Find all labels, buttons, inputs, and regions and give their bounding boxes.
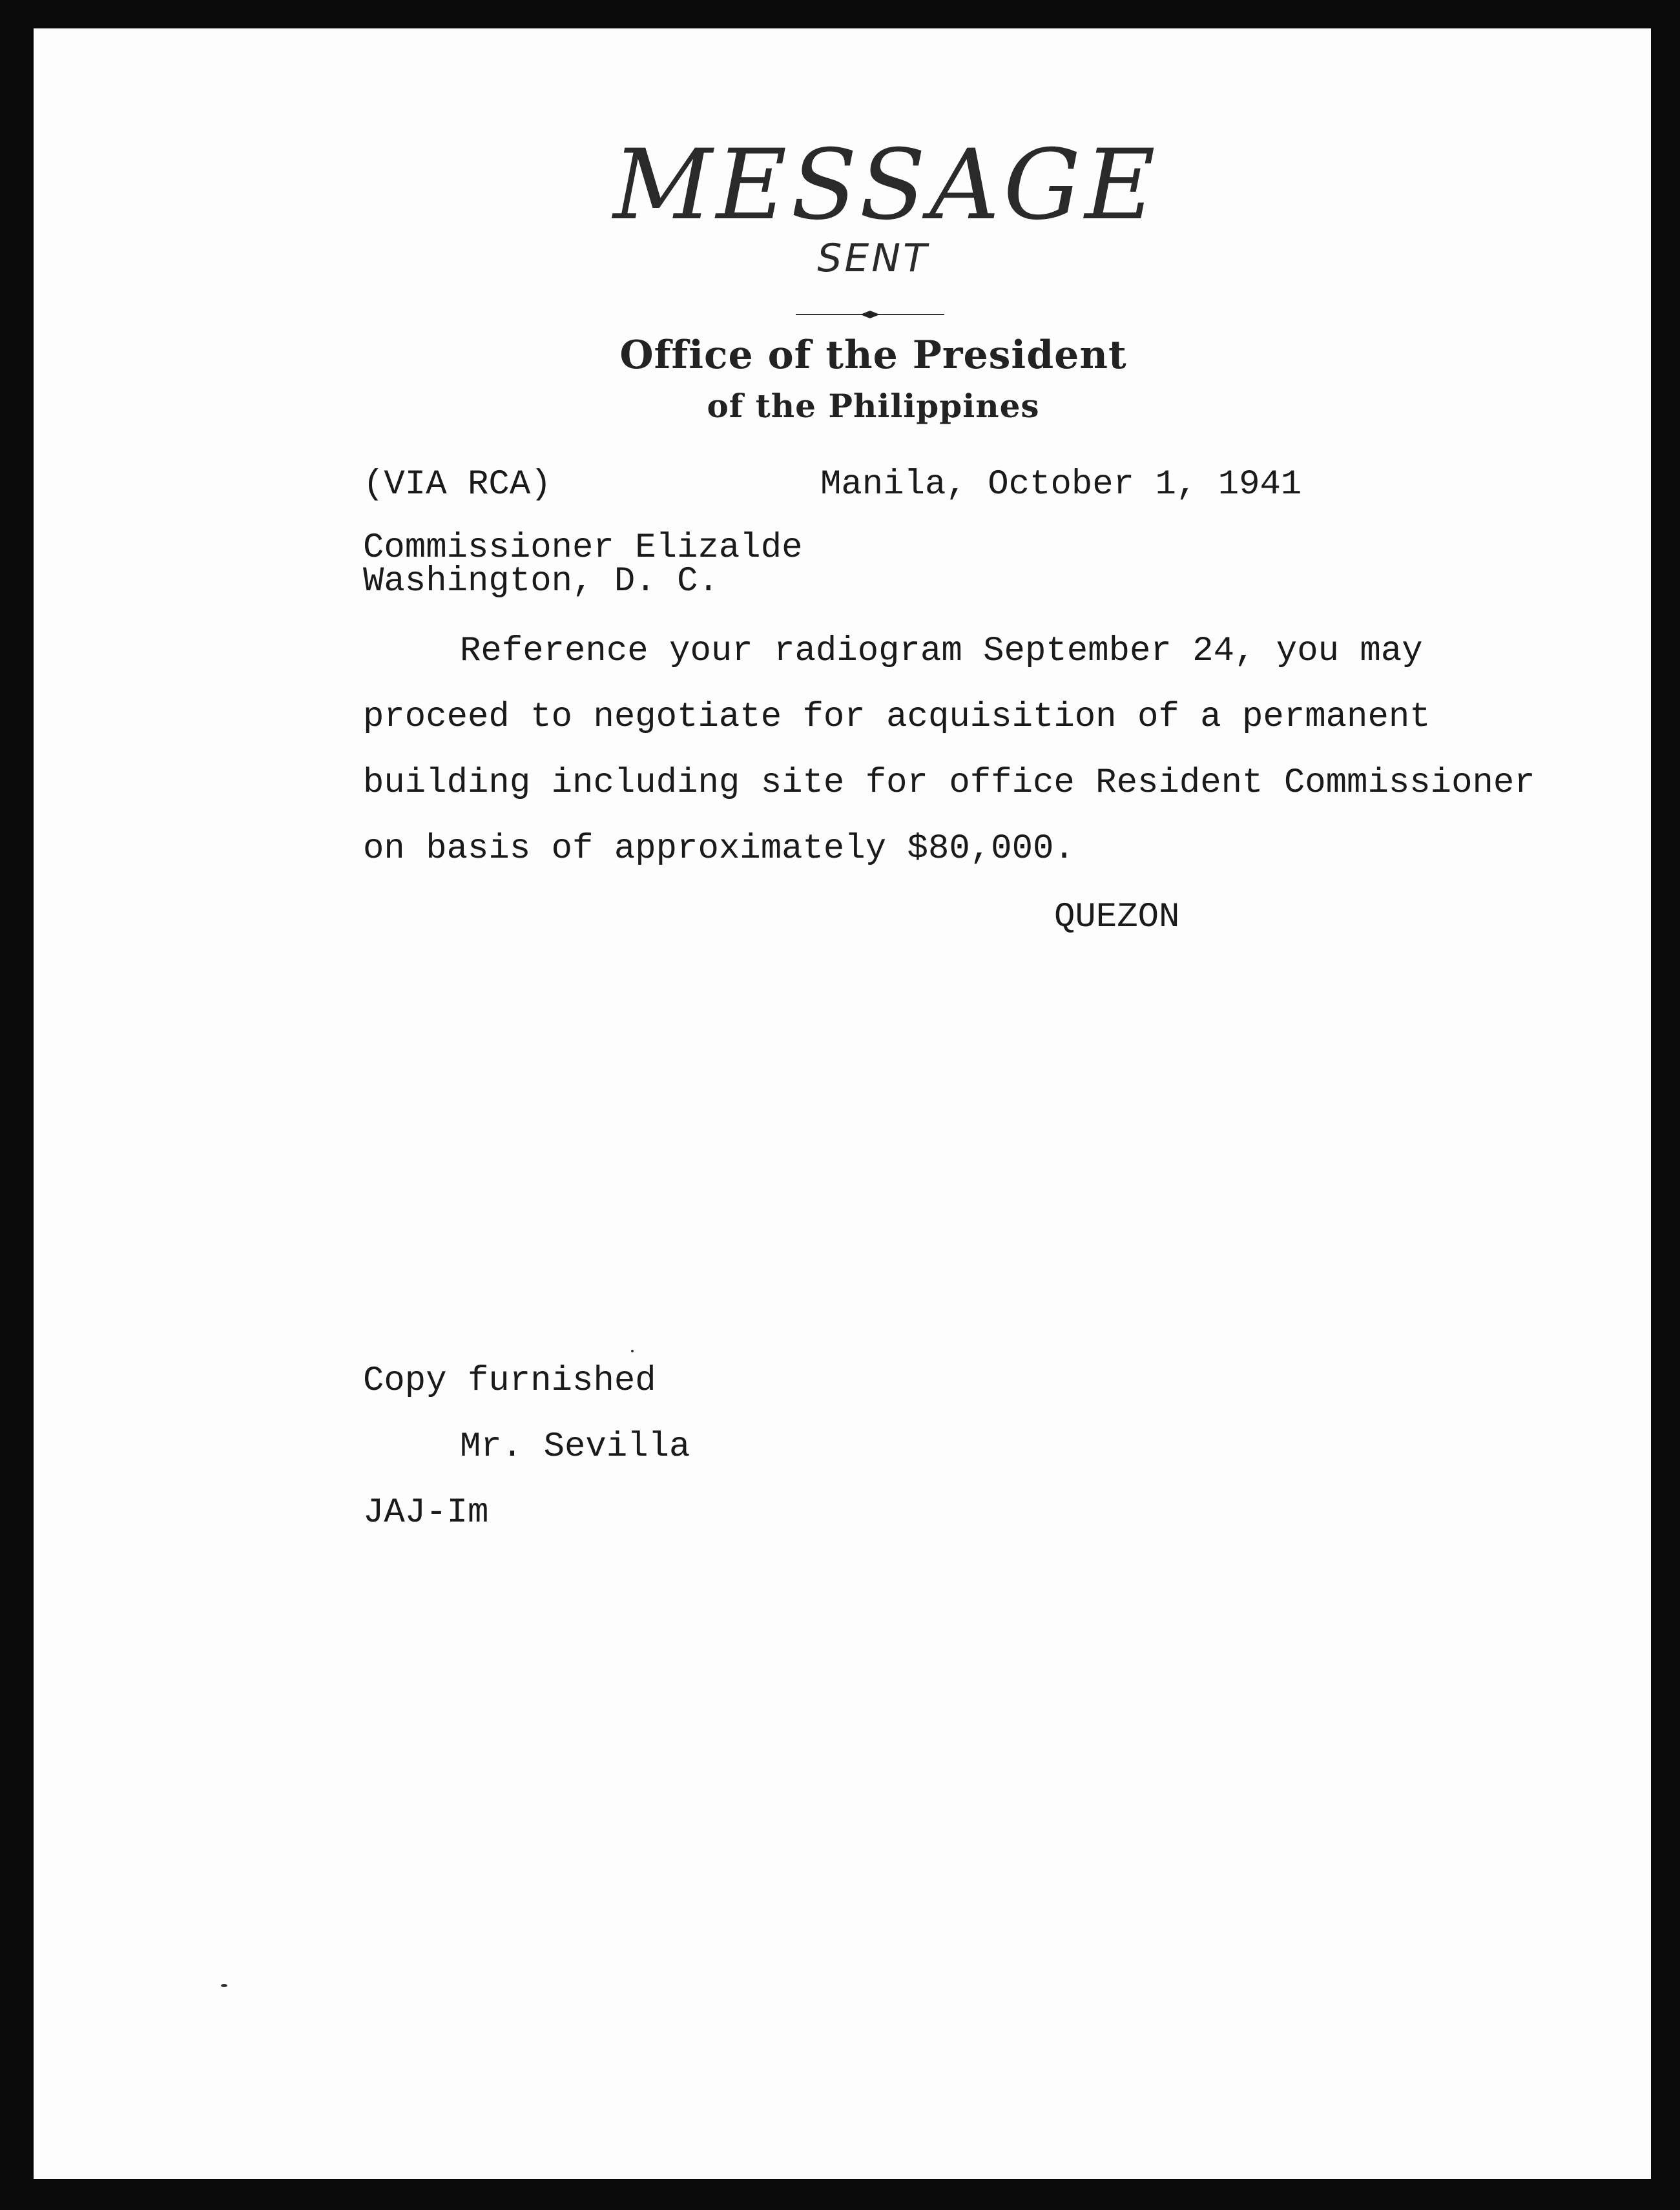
signature: QUEZON xyxy=(1054,898,1180,937)
office-name-line1: Office of the President xyxy=(619,333,1127,378)
office-name-line2: of the Philippines xyxy=(707,387,1040,425)
body-line: proceed to negotiate for acquisition of a permanent xyxy=(363,697,1431,737)
ornamental-rule xyxy=(796,310,944,319)
body-line: on basis of approximately $80,000. xyxy=(363,829,1075,869)
paper-blemish xyxy=(631,1350,634,1352)
transmission-method: (VIA RCA) xyxy=(363,465,552,504)
copy-furnished-label: Copy furnished xyxy=(363,1361,656,1401)
typist-initials: JAJ-Im xyxy=(363,1493,489,1533)
addressee-name: Commissioner Elizalde xyxy=(363,528,803,568)
document-page xyxy=(34,28,1651,2179)
body-line: Reference your radiogram September 24, you may xyxy=(460,632,1423,671)
addressee-location: Washington, D. C. xyxy=(363,562,719,601)
masthead-subtitle: SENT xyxy=(817,236,929,281)
place-and-date: Manila, October 1, 1941 xyxy=(820,465,1302,504)
body-line: building including site for office Resident Commissioner xyxy=(363,763,1535,803)
masthead-title: MESSAGE xyxy=(613,129,1159,242)
paper-blemish xyxy=(221,1984,227,1987)
copy-recipient: Mr. Sevilla xyxy=(460,1427,690,1467)
